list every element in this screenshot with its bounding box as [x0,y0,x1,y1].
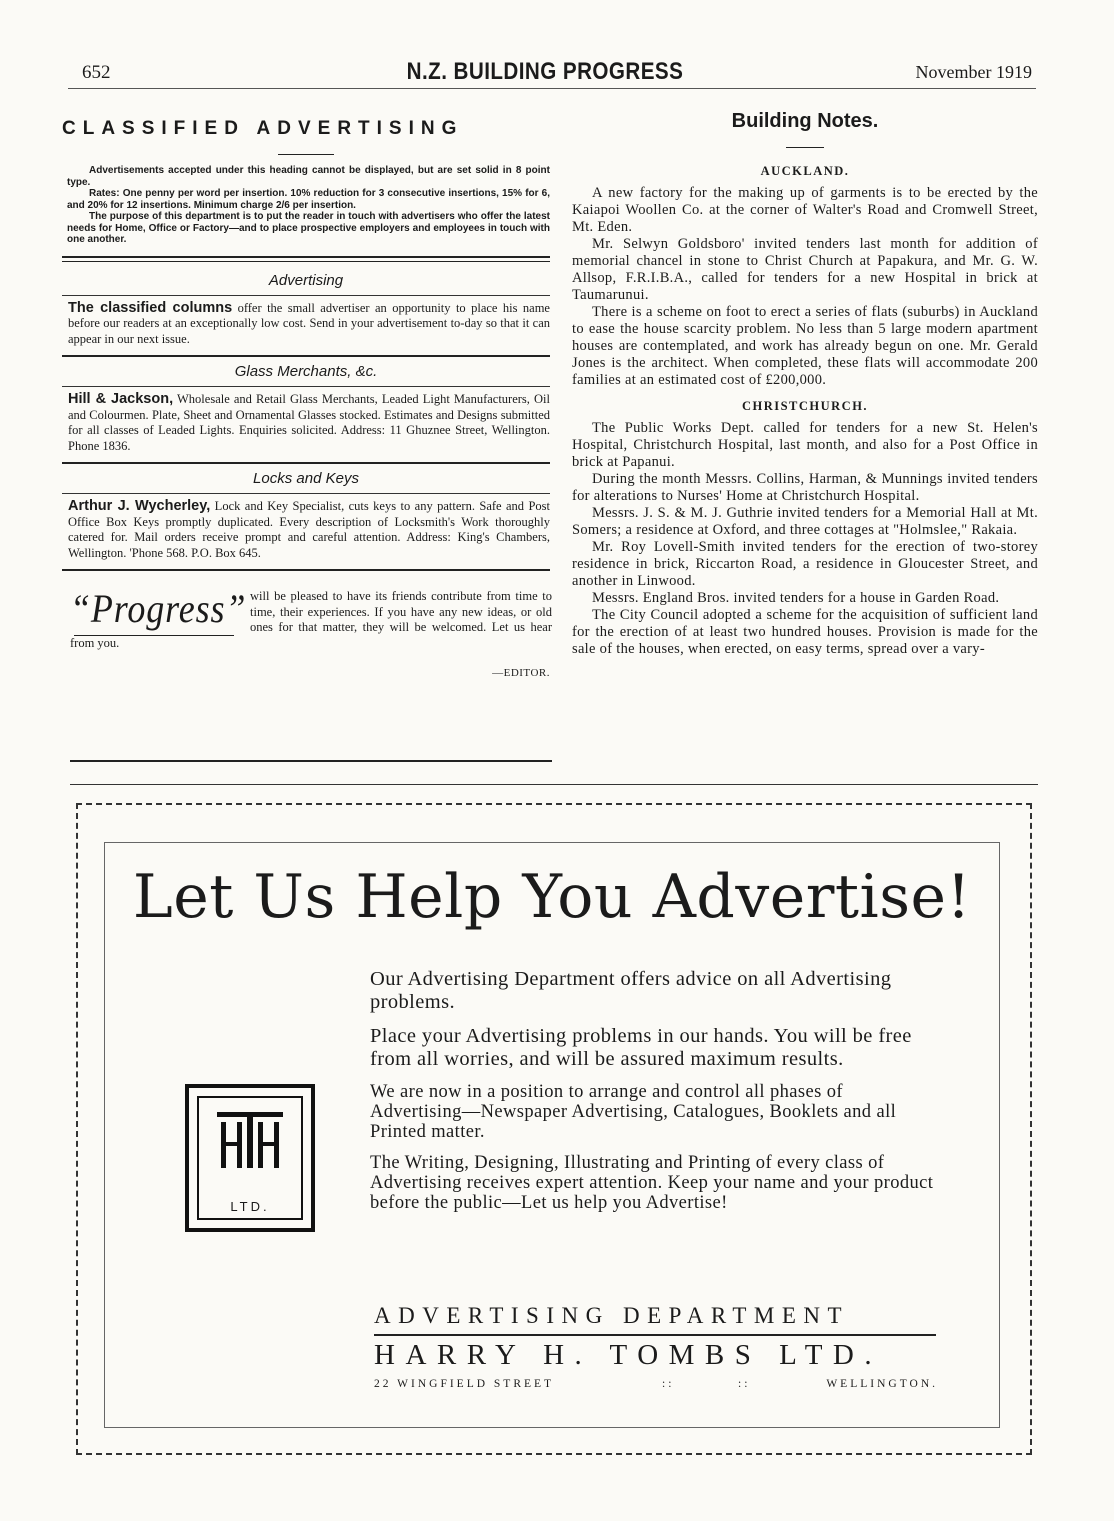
editor-signature: —EDITOR. [492,667,550,679]
progress-underline [74,635,234,636]
department-rule [374,1334,936,1336]
advert-paragraph: Our Advertising Department offers advice on all Advertising problems. [370,968,892,1013]
column-end-rule [70,760,552,762]
note-paragraph: During the month Messrs. Collins, Harman, & Munnings invited tenders for alterations to Nurses' Home at Christchurch Hospital. [572,471,1038,504]
note-paragraph: The City Council adopted a scheme for the acquisition of sufficient land for the erection of at least two hundred houses. Provision is made for the sale of the houses, when erected, on easy terms, spread over a vary- [572,607,1038,657]
classified-section-advertising [62,272,550,348]
advert-headline: Let Us Help You Advertise! [132,862,972,932]
logo-inner-frame [197,1096,303,1220]
publication-title: N.Z. BUILDING PROGRESS [406,58,684,85]
advert-department: ADVERTISING DEPARTMENT [374,1303,850,1328]
address-separator: :: [662,1378,675,1390]
title-rule [278,154,334,155]
note-paragraph: Mr. Roy Lovell-Smith invited tenders for the erection of two-storey residence in brick, Riccarton Road, a residence in Gloucester Street, and another in Linwood. [572,539,1038,589]
progress-wordmark: “Progress” [70,586,247,631]
address-separator: :: [738,1378,751,1390]
progress-notice-text: will be pleased to have its friends contribute from time to time, their experiences. If you have any new ideas, or old ones for that matter, they will be welcomed. Let us hear from you. [70,589,552,650]
advert-paragraph: The Writing, Designing, Illustrating and Printing of every class of Advertising receives expert attention. Keep your name and your product before the public—Let us help you Advertise! [370,1153,934,1213]
note-paragraph: A new factory for the making up of garments is to be erected by the Kaiapoi Woollen Co. at the corner of Walter's Road and Cromwell Street, Mt. Eden. [572,185,1038,235]
section-heading-rule [62,493,550,494]
classified-section-locks [62,470,550,561]
section-divider [62,569,550,571]
city-heading-auckland: AUCKLAND. [760,164,850,178]
section-divider [62,462,550,464]
entry-lead: Arthur J. Wycherley, [68,498,211,514]
note-paragraph: Mr. Selwyn Goldsboro' invited tenders last month for addition of memorial chancel in stone to Christ Church at Papakura, and Mr. G. W. Allsop, F.R.I.B.A., called for tenders for a new Hospital in brick at Taumarunui. [572,236,1038,303]
header-rule [68,88,1036,89]
logo-monogram-icon [199,1098,301,1194]
classified-entry [68,499,550,561]
section-heading: Locks and Keys [253,470,359,487]
note-paragraph: Messrs. J. S. & M. J. Guthrie invited tenders for a Memorial Hall at Mt. Somers; a residence at Oxford, and three cottages at "Holmslee," Rakaia. [572,505,1038,538]
entry-lead: The classified columns [68,299,233,316]
classified-entry [68,392,550,454]
entry-lead: Hill & Jackson, [68,391,174,407]
advert-paragraph: We are now in a position to arrange and control all phases of Advertising—Newspaper Advertising, Catalogues, Booklets and all Printed matter. [370,1082,897,1142]
section-heading: Glass Merchants, &c. [234,363,378,380]
rules-paragraph: Advertisements accepted under this heading cannot be displayed, but are set solid in 8 point type. [67,165,550,188]
building-notes-column [572,110,1038,658]
entry-text: Wholesale and Retail Glass Merchants, Leaded Light Manufacturers, Oil and Colourmen. Plate, Sheet and Ornamental Glasses stocked. Estimates and Designs submitted for all classes of Leaded Lights. Enquiries solicited. Address: 11 Ghuznee Street, Wellington. Phone 1836. [68,392,551,453]
city-heading-christchurch: CHRISTCHURCH. [741,399,869,413]
note-paragraph: There is a scheme on foot to erect a series of flats (suburbs) in Auckland to ease the house scarcity problem. No less than 5 large modern apartment houses are contemplated, and work has already begun on one. Mr. Gerald Jones is the architect. When completed, these flats will accommodate 200 families at an estimated cost of £200,000. [572,304,1038,388]
page-number: 652 [82,62,111,83]
section-divider [62,256,550,258]
note-paragraph: Messrs. England Bros. invited tenders for a house in Garden Road. [592,590,1000,606]
title-rule [786,147,824,148]
section-heading-rule [62,295,550,296]
building-notes-title: Building Notes. [731,110,879,132]
note-paragraph: The Public Works Dept. called for tenders for a new St. Helen's Hospital, Christchurch Hospital, last month, and also for a Post Office in brick at Papanui. [572,420,1038,470]
classified-column [62,118,550,679]
entry-text: offer the small advertiser an opportunity to place his name before our readers at an exceptionally low cost. Send in your advertisement to-day so that it can appear in our next issue. [68,300,550,346]
advert-paragraph: Place your Advertising problems in our hands. You will be free from all worries, and will be assured maximum results. [370,1025,912,1070]
section-divider [62,261,550,262]
rules-paragraph: Rates: One penny per word per insertion. 10% reduction for 3 consecutive insertions, 15% for 6, and 20% for 12 insertions. Minimum charge 2/6 per insertion. [67,188,550,211]
entry-text: Lock and Key Specialist, cuts keys to any pattern. Safe and Post Office Box Keys promptly duplicated. Every description of Locksmith's Work thoroughly catered for. Mail orders receive prompt and careful attention. Address: King's Chambers, Wellington. 'Phone 568. P.O. Box 645. [68,499,550,560]
logo-ltd-text: LTD. [230,1199,270,1214]
address-city: WELLINGTON. [826,1378,938,1390]
classified-section-glass [62,363,550,454]
classified-rules [67,165,550,246]
section-heading-rule [62,386,550,387]
address-street: 22 WINGFIELD STREET [374,1378,555,1390]
classified-title: CLASSIFIED ADVERTISING [62,118,464,139]
advert-top-rule [70,784,1038,785]
rules-paragraph: The purpose of this department is to put the reader in touch with advertisers who offer the latest needs for Home, Office or Factory—and to place prospective employers and employees in touch with one another. [67,211,550,245]
classified-entry [68,301,550,348]
advert-body [370,968,935,1224]
progress-notice [62,583,552,650]
issue-date: November 1919 [915,62,1032,82]
company-logo [185,1084,315,1232]
section-heading: Advertising [268,271,344,289]
advert-company-name: HARRY H. TOMBS LTD. [374,1339,883,1371]
section-divider [62,355,550,357]
